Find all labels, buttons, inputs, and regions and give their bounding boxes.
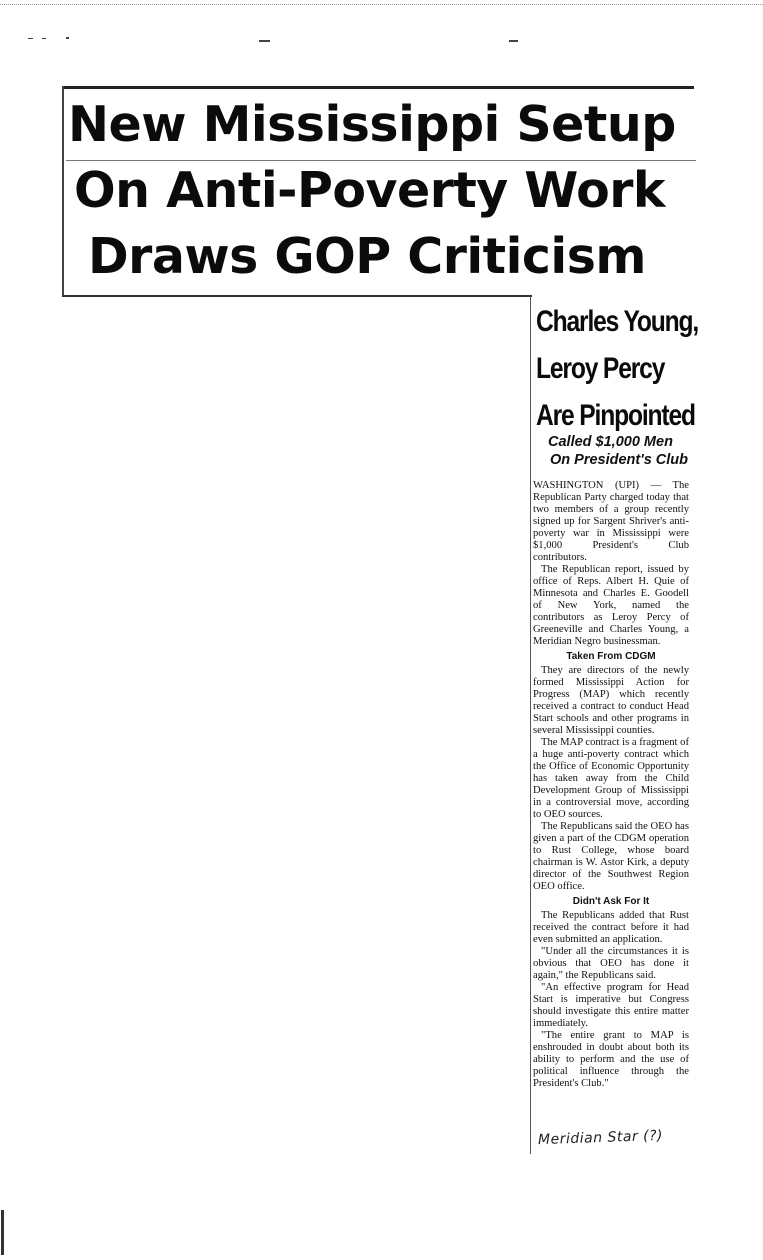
article-paragraph: The Republicans said the OEO has given a part of the CDGM operation to Rust College, whose board chairman is W. Astor Kirk, a deputy director of the Southwest Region OEO office. (533, 821, 689, 892)
scan-edge (0, 4, 763, 5)
headline-line: Draws GOP Criticism (88, 228, 646, 285)
scan-speck (259, 40, 270, 42)
article-subhead: Taken From CDGM (566, 651, 656, 662)
subdeck (548, 433, 708, 469)
article-paragraph: The Republican report, issued by office of Reps. Albert H. Quie of Minnesota and Charles E. Goodell of New York, named the contributors as Leroy Percy of Greeneville and Charles Young, a Meridian Negro businessman. (533, 564, 689, 647)
article-paragraph: They are directors of the newly formed Mississippi Action for Progress (MAP) which recently received a contract to conduct Head Start schools and other programs in several Mississippi counties. (533, 665, 689, 736)
deck-line: Leroy Percy (536, 352, 665, 385)
deck-headline (536, 298, 699, 439)
scan-speck (42, 38, 46, 39)
article-body (533, 480, 689, 1090)
headline-line: On Anti-Poverty Work (74, 162, 666, 219)
article-subhead: Didn't Ask For It (572, 896, 650, 907)
subdeck-line: Called $1,000 Men (548, 434, 673, 450)
article-paragraph: "An effective program for Head Start is imperative but Congress should investigate this entire matter immediately. (533, 982, 689, 1029)
article-paragraph: WASHINGTON (UPI) — The Republican Party charged today that two members of a group recently signed up for Sargent Shriver's anti-poverty war in Mississippi were $1,000 President's Club contributors. (533, 480, 689, 563)
article-paragraph: The MAP contract is a fragment of a huge anti-poverty contract which the Office of Economic Opportunity has taken away from the Child Development Group of Mississippi in a controversial move, according to OEO sources. (533, 737, 689, 820)
headline (66, 92, 706, 290)
article-paragraph: The Republicans added that Rust received the contract before it had even submitted an application. (533, 910, 689, 945)
deck-line: Charles Young, (536, 305, 699, 338)
scan-speck (509, 40, 518, 42)
article-paragraph: "Under all the circumstances it is obvious that OEO has done it again," the Republicans said. (533, 946, 689, 981)
subdeck-line: On President's Club (550, 452, 688, 468)
headline-top-rule (62, 86, 694, 89)
headline-bottom-rule (62, 295, 532, 297)
handwritten-source-note: Meridian Star (?) (537, 1127, 664, 1149)
article-paragraph: "The entire grant to MAP is enshrouded in doubt about both its ability to perform and the use of political influence through the President's Club." (533, 1030, 689, 1089)
deck-line: Are Pinpointed (536, 399, 695, 432)
column-border (530, 296, 531, 1154)
scan-speck (1, 1210, 4, 1255)
scan-speck (66, 37, 69, 39)
headline-left-rule (62, 86, 64, 296)
headline-line: New Mississippi Setup (68, 96, 676, 153)
scan-speck (28, 38, 33, 39)
